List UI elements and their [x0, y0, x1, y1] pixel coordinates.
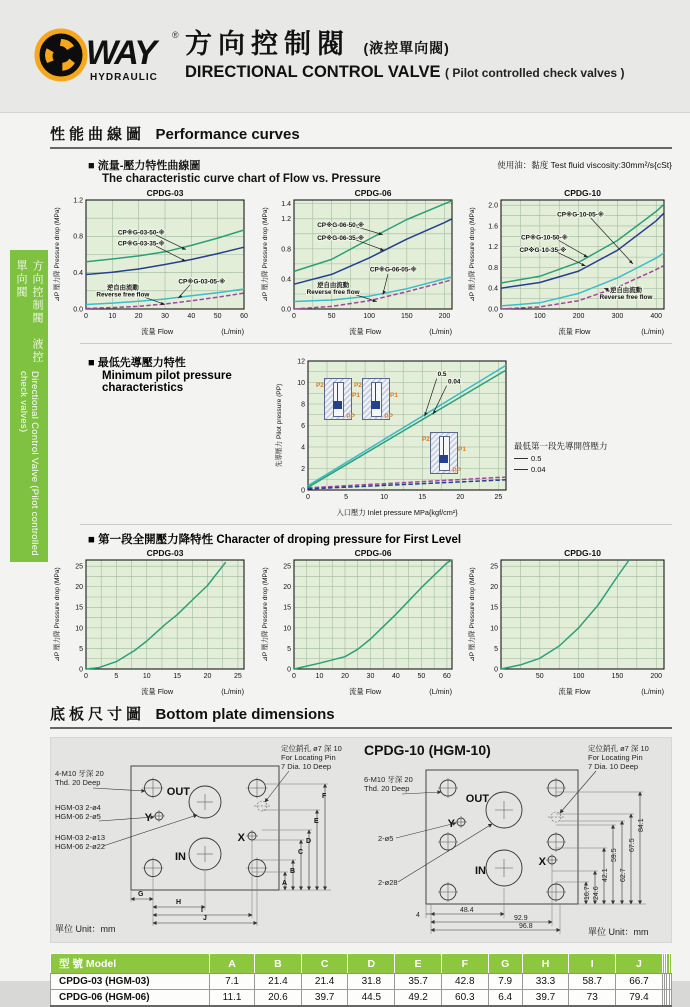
svg-text:0: 0: [306, 494, 310, 501]
table-header-cell: D: [348, 954, 395, 974]
svg-text:10: 10: [282, 625, 291, 633]
svg-text:4: 4: [301, 444, 305, 452]
dim-letter-f: F: [322, 793, 327, 800]
callout-pin-line2: For Locating Pin: [281, 753, 336, 762]
svg-text:0: 0: [291, 673, 296, 680]
value-cell: 79.4: [616, 990, 663, 1007]
title-cjk-paren: (液控單向閥): [363, 40, 450, 56]
svg-text:25: 25: [490, 563, 498, 571]
test-fluid-note: 使用油：黏度 Test fluid viscosity:30mm²/s{cSt}: [497, 160, 672, 170]
svg-text:(L/min): (L/min): [221, 687, 244, 696]
annotation-label: 最低第一段先導開啓壓力: [513, 441, 608, 451]
callout-pin-line3: 7 Dia. 10 Deep: [588, 762, 639, 771]
dim-4: 4: [416, 912, 420, 919]
svg-text:50: 50: [327, 313, 336, 320]
svg-text:1.6: 1.6: [488, 223, 498, 231]
svg-text:12: 12: [297, 358, 305, 366]
dim-59-5: 59.5: [611, 848, 618, 862]
svg-text:CP※G-10-50-※: CP※G-10-50-※: [521, 234, 568, 242]
value-cell: 7.9: [488, 974, 522, 990]
svg-text:流量 Flow: 流量 Flow: [558, 687, 591, 696]
dim-62-7: 62.7: [620, 868, 627, 882]
valve-port-pp: PP: [452, 467, 461, 474]
page-header: [0, 0, 690, 113]
svg-text:先導壓力 Pilot pressure (PP): 先導壓力 Pilot pressure (PP): [275, 383, 283, 468]
dim-42-1: 42.1: [602, 868, 609, 882]
svg-text:15: 15: [282, 604, 291, 612]
chart-first-level-cpdg-03: [52, 547, 252, 697]
svg-text:流量 Flow: 流量 Flow: [141, 687, 174, 696]
port-label-in: IN: [475, 865, 486, 877]
svg-text:5: 5: [344, 494, 348, 501]
title-block: [185, 22, 624, 82]
port-label-out: OUT: [465, 793, 489, 805]
dim-24-6: 24.6: [593, 886, 600, 900]
callout-small-holes: 2-ø5: [378, 834, 394, 843]
title-en-text: DIRECTIONAL CONTROL VALVE: [185, 63, 441, 81]
svg-text:(L/min): (L/min): [428, 327, 452, 336]
svg-text:0: 0: [286, 666, 291, 674]
separator: [80, 524, 672, 525]
valve-spool: [371, 401, 380, 409]
svg-text:CP※G-06-05-※: CP※G-06-05-※: [369, 266, 417, 274]
svg-text:100: 100: [533, 313, 546, 320]
svg-text:50: 50: [535, 673, 544, 680]
svg-text:入口壓力 Inlet pressure MPa{kgf/c: 入口壓力 Inlet pressure MPa{kgf/cm²}: [336, 508, 458, 517]
flow-pressure-bullet: [88, 157, 381, 185]
dim-16-7: 16.7: [584, 886, 591, 900]
value-cell: 73: [569, 990, 616, 1007]
section-title-cjk: 性能曲線圖: [50, 126, 146, 143]
title-cjk-text: 方向控制閥: [185, 29, 350, 59]
annotation-value-row: [514, 465, 672, 474]
dim-letter-a: A: [282, 880, 288, 887]
chart-flow-pressure-cpdg-10: [467, 187, 672, 337]
table-header-model: 型 號 Model: [51, 954, 210, 974]
side-tab-en: Directional Control Valve (Pilot controlled check valves): [18, 371, 40, 557]
value-cell: 44.5: [348, 990, 395, 1007]
page-title-cjk: [185, 22, 624, 61]
registered-mark: ®: [172, 30, 179, 40]
section-title-en: Performance curves: [155, 126, 300, 143]
svg-text:流量 Flow: 流量 Flow: [141, 327, 174, 336]
dim-92-9: 92.9: [514, 915, 528, 922]
value-cell: 49.2: [395, 990, 442, 1007]
dim-letter-e: E: [314, 818, 319, 825]
svg-text:CP※G-03-05-※: CP※G-03-05-※: [178, 278, 226, 286]
svg-text:20: 20: [340, 673, 349, 680]
callout-m10-line1: 4-M10 牙深 20: [55, 769, 104, 778]
dim-letter-b: B: [290, 868, 296, 875]
table-header-cell: G: [488, 954, 522, 974]
table-header-cell: A: [210, 954, 255, 974]
page-title-en: [185, 63, 624, 82]
valve-port-pp: PP: [384, 413, 393, 420]
port-label-x: X: [538, 856, 546, 868]
dim-letter-d: D: [306, 838, 312, 845]
svg-text:6: 6: [301, 422, 305, 430]
callout-small-holes-line1: HGM-03 2-ø4: [55, 803, 101, 812]
table-header-row: [51, 954, 672, 974]
pilot-valve-icon: [353, 378, 398, 420]
bullet-cjk: ■ 流量-壓力特性曲線圖: [88, 160, 201, 172]
svg-text:200: 200: [572, 313, 585, 320]
svg-text:1.4: 1.4: [280, 201, 291, 209]
svg-text:0: 0: [494, 666, 498, 674]
valve-port-pp: PP: [346, 413, 355, 420]
svg-text:60: 60: [240, 313, 248, 320]
svg-text:CP※G-03-35-※: CP※G-03-35-※: [117, 240, 165, 248]
value-cell: 66.7: [616, 974, 663, 990]
dim-letter-i: I: [201, 907, 203, 914]
svg-text:0: 0: [79, 666, 83, 674]
bullet-en: The characteristic curve chart of Flow vs. Pressure: [102, 173, 381, 185]
port-label-in: IN: [175, 851, 186, 863]
svg-text:10: 10: [297, 379, 305, 387]
valve-stem: [443, 437, 444, 455]
value-cell: 20.6: [255, 990, 302, 1007]
svg-text:10: 10: [490, 625, 498, 633]
svg-text:流量 Flow: 流量 Flow: [348, 327, 381, 336]
svg-text:0: 0: [499, 673, 503, 680]
svg-text:100: 100: [362, 313, 375, 320]
svg-text:(L/min): (L/min): [641, 687, 664, 696]
flow-pressure-subsection: [88, 157, 672, 185]
title-en-paren: ( Pilot controlled check valves ): [445, 66, 625, 80]
value-cell: 21.4: [301, 974, 348, 990]
svg-text:15: 15: [75, 604, 83, 612]
callout-pin-line1: 定位銷孔 ø7 深 10: [588, 744, 649, 753]
svg-text:0.4: 0.4: [73, 270, 83, 278]
brand-logo-icon: [34, 28, 88, 82]
svg-text:150: 150: [400, 313, 413, 320]
svg-text:⊿P 壓力降 Pressure drop (MPa): ⊿P 壓力降 Pressure drop (MPa): [261, 207, 269, 302]
svg-text:50: 50: [417, 673, 425, 680]
svg-text:0.4: 0.4: [280, 276, 291, 284]
callout-m10-line2: Thd. 20 Deep: [55, 778, 101, 787]
leader-line: [514, 458, 528, 459]
valve-body: [439, 436, 450, 471]
diagram-title: CPDG-10 (HGM-10): [364, 742, 491, 758]
valve-port-p1: P1: [390, 392, 398, 399]
min-pilot-chart-wrap: [274, 348, 514, 518]
port-label-y: Y: [447, 818, 455, 830]
value-cell: 6.4: [488, 990, 522, 1007]
value-cell: 39.7: [301, 990, 348, 1007]
callout-big-holes-line2: HGM-06 2-ø22: [55, 842, 106, 851]
svg-text:0.0: 0.0: [488, 306, 498, 314]
svg-text:100: 100: [572, 673, 585, 680]
svg-text:0.0: 0.0: [73, 306, 83, 314]
svg-text:0.8: 0.8: [488, 264, 498, 272]
svg-text:200: 200: [438, 313, 450, 320]
svg-text:300: 300: [611, 313, 624, 320]
svg-text:5: 5: [286, 645, 291, 653]
svg-text:30: 30: [161, 313, 169, 320]
dim-84-1: 84.1: [638, 818, 645, 832]
valve-port-p2: P2: [315, 382, 324, 389]
value-cell: 39.7: [522, 990, 569, 1007]
svg-text:CP※G-03-50-※: CP※G-03-50-※: [117, 229, 165, 237]
callout-big-holes: 2-ø28: [378, 878, 398, 887]
pilot-valve-icon: [421, 432, 466, 474]
svg-text:10: 10: [380, 494, 389, 501]
table-header-cell: [669, 954, 671, 974]
dimensions-table: [50, 953, 672, 1007]
dim-letter-g: G: [138, 891, 144, 898]
svg-text:CPDG-10: CPDG-10: [564, 188, 601, 198]
svg-text:CPDG-03: CPDG-03: [146, 548, 184, 558]
dim-67-5: 67.5: [629, 838, 636, 852]
annotation-value-row: [514, 454, 672, 463]
callout-m10-line1: 6-M10 牙深 20: [364, 775, 413, 784]
table-header-cell: F: [441, 954, 488, 974]
callout-pin-line2: For Locating Pin: [588, 753, 643, 762]
svg-text:CPDG-10: CPDG-10: [564, 548, 601, 558]
svg-text:1.2: 1.2: [280, 216, 291, 224]
svg-text:CP※G-06-50-※: CP※G-06-50-※: [316, 222, 364, 230]
dim-letter-c: C: [298, 849, 304, 856]
svg-text:15: 15: [490, 604, 498, 612]
svg-text:25: 25: [282, 563, 291, 571]
chart-flow-pressure-cpdg-06: [260, 187, 460, 337]
svg-text:2: 2: [301, 465, 305, 473]
svg-text:10: 10: [142, 673, 151, 680]
table-header-cell: C: [301, 954, 348, 974]
dim-48-4: 48.4: [460, 907, 474, 914]
svg-text:CPDG-06: CPDG-06: [354, 188, 391, 198]
side-tab-cjk: 方向控制閥 液控單向閥: [15, 260, 43, 364]
separator: [80, 343, 672, 344]
svg-text:逆自由流動Reverse free flow: 逆自由流動 Reverse free flow: [96, 284, 150, 299]
svg-text:⊿P 壓力降 Pressure drop (MPa): ⊿P 壓力降 Pressure drop (MPa): [469, 567, 476, 662]
table-header-cell: E: [395, 954, 442, 974]
table-body: [51, 974, 672, 1007]
svg-text:(L/min): (L/min): [428, 687, 452, 696]
svg-text:0: 0: [301, 487, 305, 495]
svg-text:CPDG-03: CPDG-03: [146, 188, 184, 198]
svg-text:0: 0: [84, 673, 88, 680]
svg-text:(L/min): (L/min): [221, 327, 244, 336]
valve-body: [333, 382, 344, 417]
min-first-stage-annotation: [514, 348, 672, 474]
svg-text:50: 50: [213, 313, 222, 320]
svg-text:25: 25: [234, 673, 242, 680]
table-row: [51, 974, 672, 990]
callout-big-holes-line1: HGM-03 2-ø13: [55, 833, 106, 842]
annotation-value: 0.5: [530, 454, 542, 463]
svg-text:5: 5: [114, 673, 119, 680]
value-cell: 58.7: [569, 974, 616, 990]
value-cell: 33.3: [522, 974, 569, 990]
svg-text:0.0: 0.0: [280, 306, 291, 314]
svg-text:⊿P 壓力降 Pressure drop (MPa): ⊿P 壓力降 Pressure drop (MPa): [261, 567, 269, 662]
svg-text:⊿P 壓力降 Pressure drop (MPa): ⊿P 壓力降 Pressure drop (MPa): [469, 207, 476, 302]
table-header-cell: B: [255, 954, 302, 974]
brand-subtitle: HYDRAULIC: [90, 72, 158, 83]
min-pilot-bullet: [88, 348, 274, 394]
value-cell: 7.1: [210, 974, 255, 990]
dim-96-8: 96.8: [519, 923, 533, 930]
pilot-valve-icon: [315, 378, 360, 420]
brand-logo: [34, 28, 184, 90]
valve-stem: [375, 383, 376, 401]
section-title-cjk: 底板尺寸圖: [50, 706, 146, 723]
svg-text:40: 40: [391, 673, 400, 680]
diagram-bottom-plate-hgm10: [364, 742, 674, 938]
first-level-bullet: ■ 第一段全開壓力降特性 Character of droping pressure for First Level: [88, 534, 462, 546]
diagram-bottom-plate-hgm03-06: [53, 742, 358, 938]
svg-text:1.2: 1.2: [488, 244, 498, 252]
svg-text:5: 5: [79, 645, 83, 653]
svg-text:⊿P 壓力降 Pressure drop (MPa): ⊿P 壓力降 Pressure drop (MPa): [54, 567, 61, 662]
svg-text:400: 400: [650, 313, 663, 320]
svg-text:0.5: 0.5: [437, 371, 447, 379]
dimension-diagrams-panel: [50, 737, 672, 943]
valve-port-p1: P1: [352, 392, 360, 399]
bullet-en-2: characteristics: [102, 382, 184, 394]
svg-text:1.2: 1.2: [73, 197, 83, 205]
table-head: [51, 954, 672, 974]
svg-text:20: 20: [134, 313, 143, 320]
port-label-out: OUT: [166, 786, 190, 798]
table-header-cell: I: [569, 954, 616, 974]
svg-text:20: 20: [490, 584, 498, 592]
callout-small-holes-line2: HGM-06 2-ø5: [55, 812, 101, 821]
valve-body: [371, 382, 382, 417]
svg-text:⊿P 壓力降 Pressure drop (MPa): ⊿P 壓力降 Pressure drop (MPa): [54, 207, 61, 302]
svg-text:25: 25: [494, 494, 503, 501]
svg-text:0: 0: [84, 313, 88, 320]
svg-text:0: 0: [499, 313, 503, 320]
valve-port-p2: P2: [421, 436, 430, 443]
callout-m10-line2: Thd. 20 Deep: [364, 784, 410, 793]
svg-text:逆自由流動Reverse free flow: 逆自由流動 Reverse free flow: [599, 286, 653, 301]
svg-text:40: 40: [187, 313, 196, 320]
svg-text:0.4: 0.4: [488, 285, 498, 293]
value-cell: 42.8: [441, 974, 488, 990]
first-level-charts: [52, 547, 672, 697]
brand-name: WAY: [86, 34, 155, 72]
svg-text:20: 20: [456, 494, 465, 501]
valve-spool: [439, 455, 448, 463]
value-cell: [669, 974, 671, 990]
table-header-cell: J: [616, 954, 663, 974]
model-cell: CPDG-06 (HGM-06): [51, 990, 210, 1007]
svg-text:0.04: 0.04: [447, 378, 461, 386]
svg-text:10: 10: [75, 625, 83, 633]
svg-text:10: 10: [108, 313, 117, 320]
table-header-cell: H: [522, 954, 569, 974]
chart-first-level-cpdg-10: [467, 547, 672, 697]
svg-text:8: 8: [301, 401, 305, 409]
valve-port-p2: P2: [353, 382, 362, 389]
chart-first-level-cpdg-06: [260, 547, 460, 697]
section-bottom-plate: [50, 703, 672, 729]
value-cell: 11.1: [210, 990, 255, 1007]
svg-text:流量 Flow: 流量 Flow: [558, 327, 591, 336]
value-cell: 31.8: [348, 974, 395, 990]
value-cell: 60.3: [441, 990, 488, 1007]
svg-text:30: 30: [366, 673, 374, 680]
svg-text:CP※G-10-35-※: CP※G-10-35-※: [519, 246, 567, 254]
svg-text:20: 20: [282, 584, 291, 592]
svg-text:CP※G-06-35-※: CP※G-06-35-※: [316, 234, 364, 242]
unit-label: 單位 Unit：mm: [588, 927, 649, 937]
svg-text:5: 5: [494, 645, 498, 653]
unit-label: 單位 Unit：mm: [55, 924, 116, 934]
port-label-y: Y: [144, 812, 152, 824]
callout-pin-line3: 7 Dia. 10 Deep: [281, 762, 332, 771]
min-pilot-subsection: [88, 348, 672, 518]
svg-text:20: 20: [203, 673, 212, 680]
svg-text:CPDG-06: CPDG-06: [354, 548, 391, 558]
leader-line: [514, 469, 528, 470]
chart-flow-pressure-cpdg-03: [52, 187, 252, 337]
svg-text:CP※G-10-05-※: CP※G-10-05-※: [557, 211, 605, 219]
section-title-en: Bottom plate dimensions: [155, 706, 335, 723]
svg-text:0.8: 0.8: [73, 233, 83, 241]
svg-text:200: 200: [650, 673, 663, 680]
svg-text:15: 15: [418, 494, 427, 501]
svg-text:20: 20: [75, 584, 83, 592]
svg-text:2.0: 2.0: [488, 202, 498, 210]
svg-text:15: 15: [173, 673, 182, 680]
annotation-value: 0.04: [530, 465, 546, 474]
svg-text:10: 10: [315, 673, 323, 680]
svg-text:25: 25: [75, 563, 83, 571]
dim-letter-j: J: [203, 915, 207, 922]
dim-letter-h: H: [176, 899, 182, 906]
section-performance-curves: [50, 123, 672, 149]
svg-text:逆自由流動Reverse free flow: 逆自由流動 Reverse free flow: [306, 282, 360, 297]
svg-text:流量 Flow: 流量 Flow: [348, 687, 381, 696]
model-cell: CPDG-03 (HGM-03): [51, 974, 210, 990]
svg-text:(L/min): (L/min): [641, 327, 664, 336]
value-cell: [669, 990, 671, 1007]
flow-pressure-charts: [52, 187, 672, 337]
chart-min-pilot-pressure: [274, 348, 514, 518]
value-cell: 21.4: [255, 974, 302, 990]
svg-text:150: 150: [611, 673, 624, 680]
port-label-x: X: [237, 832, 245, 844]
valve-port-p1: P1: [458, 446, 466, 453]
valve-stem: [337, 383, 338, 401]
table-row: [51, 990, 672, 1007]
valve-spool: [333, 401, 342, 409]
svg-text:0: 0: [291, 313, 296, 320]
content: [0, 123, 690, 1007]
value-cell: 35.7: [395, 974, 442, 990]
bullet-cjk: ■ 最低先導壓力特性: [88, 357, 186, 369]
callout-pin-line1: 定位銷孔 ø7 深 10: [281, 744, 342, 753]
svg-text:0.8: 0.8: [280, 246, 291, 254]
svg-text:60: 60: [442, 673, 451, 680]
bullet-en-1: Minimum pilot pressure: [102, 370, 232, 382]
